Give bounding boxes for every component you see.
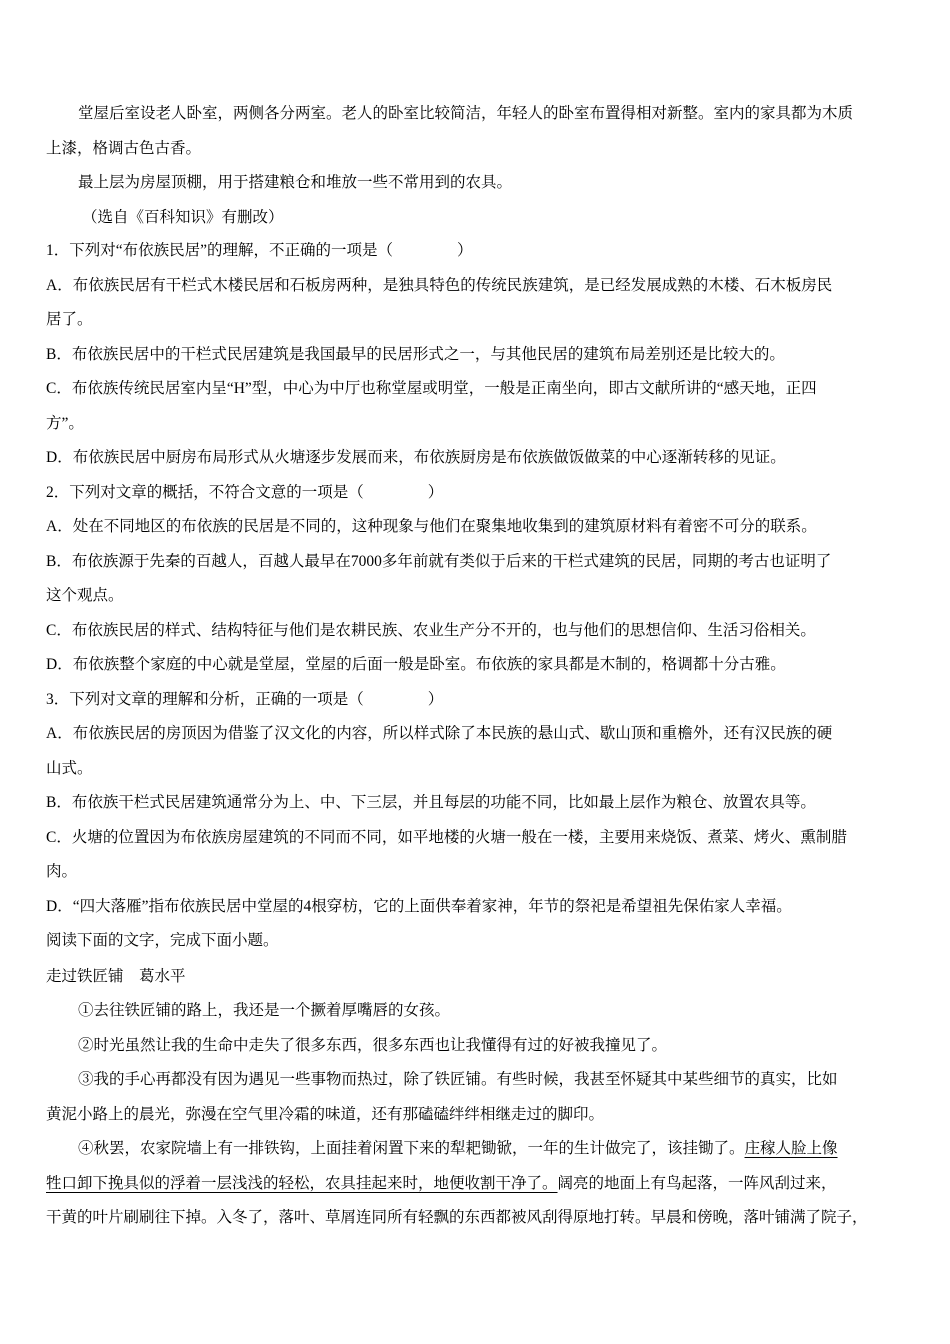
question-1-option-d: D．布依族民居中厨房布局形式从火塘逐步发展而来，布依族厨房是布依族做饭做菜的中心逐渐转移的见证。 xyxy=(46,449,786,466)
question-1-option-b: B．布依族民居中的干栏式民居建筑是我国最早的民居形式之一，与其他民居的建筑布局差别还是比较大的。 xyxy=(46,345,785,363)
question-2-option-b: B．布依族源于先秦的百越人，百越人最早在7000多年前就有类似于后来的干栏式建筑的民居，同期的考古也证明了 xyxy=(46,552,832,570)
underlined-sentence: 牲口卸下挽具似的浮着一层浅浅的轻松，农具挂起来时，地便收割干净了。 xyxy=(46,1173,558,1192)
passage-paragraph: 最上层为房屋顶棚，用于搭建粮仓和堆放一些不常用到的农具。 xyxy=(78,173,513,191)
question-2-stem-close: ） xyxy=(427,483,444,501)
underlined-sentence: 庄稼人脸上像 xyxy=(744,1139,838,1157)
reading-paragraph-4-text: 阔亮的地面上有鸟起落，一阵风刮过来， xyxy=(557,1173,837,1192)
reading-paragraph-1: ①去往铁匠铺的路上，我还是一个撅着厚嘴唇的女孩。 xyxy=(78,1001,451,1019)
question-3-stem xyxy=(46,683,908,718)
reading-instruction: 阅读下面的文字，完成下面小题。 xyxy=(46,932,279,949)
question-2-stem-text: 2．下列对文章的概括，不符合文意的一项是（ xyxy=(46,483,364,501)
passage-source: （选自《百科知识》有删改） xyxy=(82,207,284,226)
reading-paragraph-3: ③我的手心再都没有因为遇见一些事物而热过，除了铁匠铺。有些时候，我甚至怀疑其中某些细节的真实，比如 xyxy=(78,1070,838,1088)
question-3-stem-text: 3．下列对文章的理解和分析，正确的一项是（ xyxy=(46,690,364,708)
question-1-stem-text: 1．下列对“布依族民居”的理解，不正确的一项是（ xyxy=(46,242,394,259)
passage-paragraph-line: 上漆，格调古色古香。 xyxy=(46,138,202,157)
reading-paragraph-3-cont: 黄泥小路上的晨光，弥漫在空气里冷霜的味道，还有那磕磕绊绊相继走过的脚印。 xyxy=(46,1104,605,1123)
question-1-option-a: A．布依族民居有干栏式木楼民居和石板房两种，是独具特色的传统民族建筑，是已经发展成熟的木楼、石木板房民 xyxy=(46,276,833,294)
reading-paragraph-4-cont xyxy=(46,1166,908,1201)
question-3-stem-close: ） xyxy=(427,690,444,708)
question-3-option-c: C．火塘的位置因为布依族房屋建筑的不同而不同，如平地楼的火塘一般在一楼，主要用来烧饭、煮菜、烤火、熏制腊 xyxy=(46,828,847,846)
question-1-option-c-cont: 方”。 xyxy=(46,414,84,432)
reading-paragraph-4-text: ④秋罢，农家院墙上有一排铁钩，上面挂着闲置下来的犁耙锄锨，一年的生计做完了，该挂锄了。 xyxy=(78,1139,745,1157)
reading-title: 走过铁匠铺 葛水平 xyxy=(46,966,186,985)
reading-paragraph-4 xyxy=(46,1131,908,1166)
question-2-stem xyxy=(46,476,908,511)
reading-paragraph-2: ②时光虽然让我的生命中走失了很多东西，很多东西也让我懂得有过的好被我撞见了。 xyxy=(78,1035,668,1054)
question-2-option-a: A．处在不同地区的布依族的民居是不同的，这种现象与他们在聚集地收集到的建筑原材料有着密不可分的联系。 xyxy=(46,518,817,535)
document-page xyxy=(46,96,908,1235)
question-1-stem-close: ） xyxy=(457,242,473,259)
question-2-option-b-cont: 这个观点。 xyxy=(46,587,124,604)
passage-paragraph-line: 堂屋后室设老人卧室，两侧各分两室。老人的卧室比较简洁，年轻人的卧室布置得相对新整。室内的家具都为木质 xyxy=(78,104,854,122)
question-3-option-a-cont: 山式。 xyxy=(46,759,93,777)
question-1-stem xyxy=(46,234,908,269)
question-1-option-c: C．布依族传统民居室内呈“H”型，中心为中厅也称堂屋或明堂，一般是正南坐向，即古文献所讲的“感天地，正四 xyxy=(46,380,817,397)
question-2-option-c: C．布依族民居的样式、结构特征与他们是农耕民族、农业生产分不开的，也与他们的思想信仰、生活习俗相关。 xyxy=(46,621,816,639)
question-2-option-d: D．布依族整个家庭的中心就是堂屋，堂屋的后面一般是卧室。布依族的家具都是木制的，格调都十分古雅。 xyxy=(46,656,786,673)
question-3-option-b: B．布依族干栏式民居建筑通常分为上、中、下三层，并且每层的功能不同，比如最上层作为粮仓、放置农具等。 xyxy=(46,794,816,811)
question-3-option-d: D．“四大落雁”指布依族民居中堂屋的4根穿枋，它的上面供奉着家神，年节的祭祀是希望祖先保佑家人幸福。 xyxy=(46,897,792,915)
question-1-option-a-cont: 居了。 xyxy=(46,311,93,328)
reading-paragraph-4-cont: 干黄的叶片刷刷往下掉。入冬了，落叶、草屑连同所有轻飘的东西都被风刮得原地打转。早晨和傍晚，落叶铺满了院子， xyxy=(46,1208,868,1226)
question-3-option-c-cont: 肉。 xyxy=(46,863,78,880)
question-3-option-a: A．布依族民居的房顶因为借鉴了汉文化的内容，所以样式除了本民族的悬山式、歇山顶和重檐外，还有汉民族的硬 xyxy=(46,725,833,742)
